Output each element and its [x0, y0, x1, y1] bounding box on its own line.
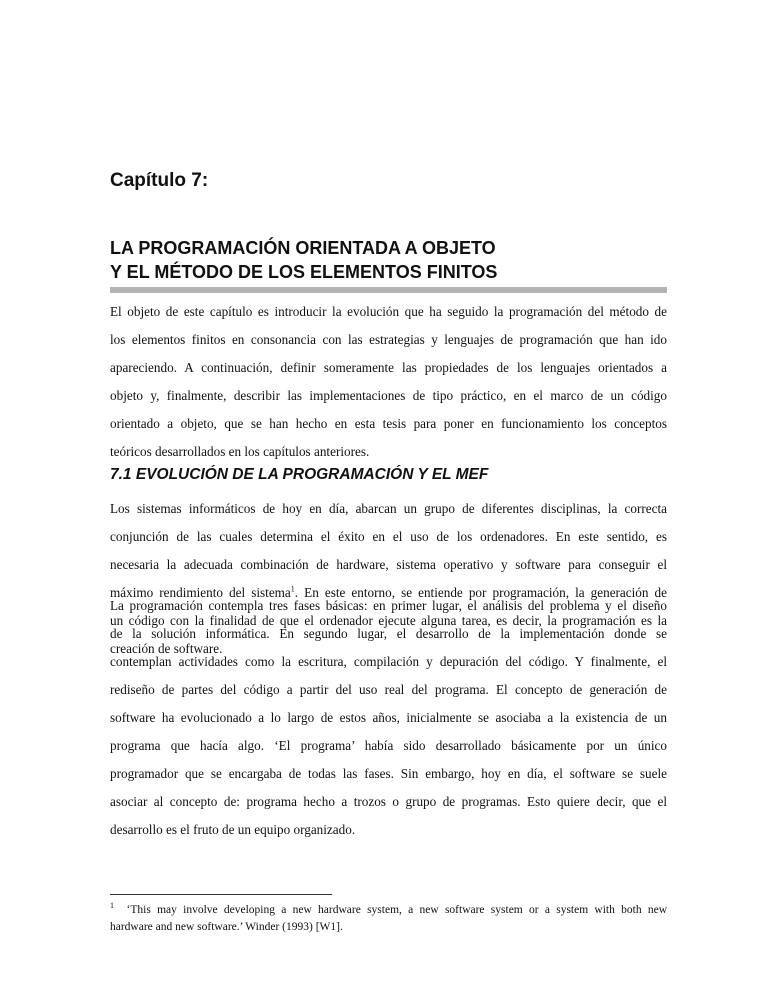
text-line: contemplan actividades como la escritura, compilación y depuración del código. Y finalmente, el: [110, 654, 667, 669]
text-line: software ha evolucionado a lo largo de estos años, inicialmente se asociaba a la existencia de un: [110, 710, 667, 725]
text-fragment: máximo rendimiento del sistema: [110, 585, 291, 600]
text-line: apareciendo. A continuación, definir someramente las propiedades de los lenguajes orientados a: [110, 360, 667, 375]
text-line: asociar al concepto de: programa hecho a trozos o grupo de programas. Esto quiere decir, que el: [110, 794, 667, 809]
footnote: [110, 902, 667, 936]
text-line: La programación contempla tres fases básicas: en primer lugar, el análisis del problema y el diseño: [110, 598, 667, 613]
chapter-title-line: Y EL MÉTODO DE LOS ELEMENTOS FINITOS: [110, 262, 498, 282]
text-line: desarrollo es el fruto de un equipo organizado.: [110, 822, 356, 837]
footnote-separator: [110, 894, 332, 895]
text-line: programa que hacía algo. ‘El programa’ había sido desarrollado básicamente por un único: [110, 738, 667, 753]
text-fragment: . En este entorno, se entiende por programación, la generación de: [294, 585, 667, 600]
footnote-number: 1: [110, 901, 114, 911]
text-line: orientado a objeto, que se han hecho en esta tesis para poner en funcionamiento los conceptos: [110, 416, 667, 431]
text-line: de la solución informática. En segundo lugar, el desarrollo de la implementación donde se: [110, 626, 667, 641]
text-line: El objeto de este capítulo es introducir la evolución que ha seguido la programación del método de: [110, 304, 667, 319]
text-line: objeto y, finalmente, describir las implementaciones de tipo práctico, en el marco de un código: [110, 388, 667, 403]
chapter-title: [110, 236, 497, 284]
text-line: rediseño de partes del código a partir del uso real del programa. El concepto de generación de: [110, 682, 667, 697]
text-line: necesaria la adecuada combinación de hardware, sistema operativo y software para conseguir el: [110, 557, 667, 572]
text-line: programador que se encargaba de todas las fases. Sin embargo, hoy en día, el software se suele: [110, 766, 667, 781]
paragraph-2: [110, 592, 667, 844]
text-line: creación de software.: [110, 641, 223, 656]
text-line: los elementos finitos en consonancia con las estrategias y lenguajes de programación que han ido: [110, 332, 667, 347]
section-heading: 7.1 EVOLUCIÓN DE LA PROGRAMACIÓN Y EL MEF: [110, 466, 489, 483]
text-line: Los sistemas informáticos de hoy en día, abarcan un grupo de diferentes disciplinas, la correcta: [110, 501, 667, 516]
text-line: conjunción de las cuales determina el éxito en el uso de los ordenadores. En este sentido, es: [110, 529, 667, 544]
chapter-title-line: LA PROGRAMACIÓN ORIENTADA A OBJETO: [110, 238, 496, 258]
text-fragment: ‘This may involve developing a new hardware system, a new software system or a system with both new: [126, 904, 667, 916]
text-line: hardware and new software.’ Winder (1993) [W1].: [110, 921, 343, 933]
intro-paragraph: [110, 298, 667, 466]
text-line: teóricos desarrollados en los capítulos anteriores.: [110, 444, 370, 459]
footnote-ref[interactable]: 1: [290, 584, 295, 594]
text-line: un código con la finalidad de que el ordenador ejecute alguna tarea, es decir, la programación es la: [110, 613, 667, 628]
chapter-label: Capítulo 7:: [110, 170, 209, 191]
text-line: [110, 902, 667, 919]
title-underline-bar: [110, 287, 667, 293]
